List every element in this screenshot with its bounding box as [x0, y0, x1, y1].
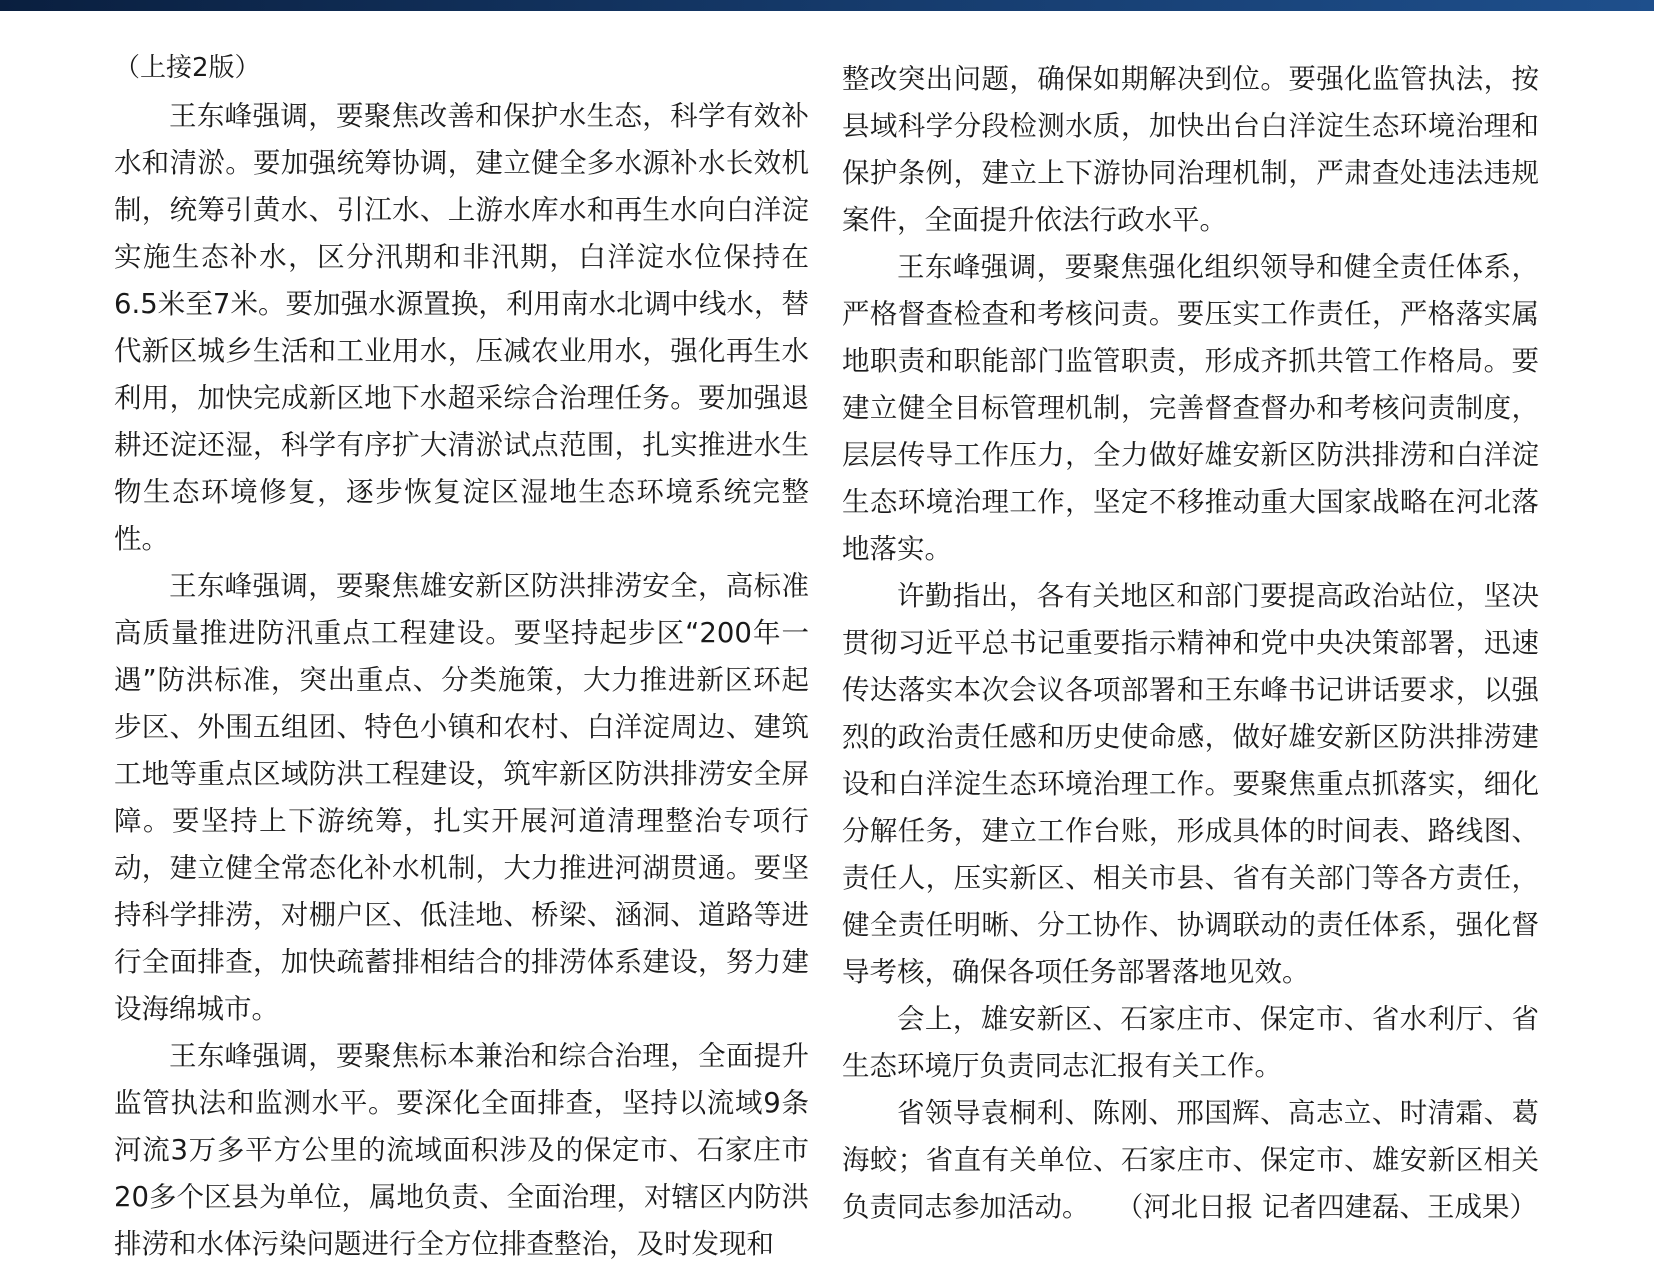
paragraph-responsibility-system: 王东峰强调，要聚焦强化组织领导和健全责任体系，严格督查检查和考核问责。要压实工作责任，严格落实属地职责和职能部门监管职责，形成齐抓共管工作格局。要建立健全目标管理机制，完善督查督办和考核问责制度，层层传导工作压力，全力做好雄安新区防洪排涝和白洋淀生态环境治理工作，坚定不移推动重大国家战略在河北落地落实。	[842, 251, 1539, 565]
left-column	[114, 46, 809, 1268]
continued-from-note: （上接2版）	[114, 53, 261, 83]
paragraph-continuation: 整改突出问题，确保如期解决到位。要强化监管执法，按县域科学分段检测水质，加快出台白洋淀生态环境治理和保护条例，建立上下游协同治理机制，严肃查处违法违规案件，全面提升依法行政水平。	[842, 63, 1539, 236]
attendees-text: 省领导袁桐利、陈刚、邢国辉、高志立、时清霜、葛海蛟；省直有关单位、石家庄市、保定市、雄安新区相关负责同志参加活动。	[842, 1097, 1539, 1223]
paragraph-water-ecology: 王东峰强调，要聚焦改善和保护水生态，科学有效补水和清淤。要加强统筹协调，建立健全多水源补水长效机制，统筹引黄水、引江水、上游水库水和再生水向白洋淀实施生态补水，区分汛期和非汛期，白洋淀水位保持在6.5米至7米。要加强水源置换，利用南水北调中线水，替代新区城乡生活和工业用水，压减农业用水，强化再生水利用，加快完成新区地下水超采综合治理任务。要加强退耕还淀还湿，科学有序扩大清淤试点范围，扎实推进水生物生态环境修复，逐步恢复淀区湿地生态环境系统完整性。	[114, 100, 809, 555]
header-color-bar	[0, 0, 1654, 11]
paragraph-xu-qin-remarks: 许勤指出，各有关地区和部门要提高政治站位，坚决贯彻习近平总书记重要指示精神和党中央决策部署，迅速传达落实本次会议各项部署和王东峰书记讲话要求，以强烈的政治责任感和历史使命感，做好雄安新区防洪排涝建设和白洋淀生态环境治理工作。要聚焦重点抓落实，细化分解任务，建立工作台账，形成具体的时间表、路线图、责任人，压实新区、相关市县、省有关部门等各方责任，健全责任明晰、分工协作、协调联动的责任体系，强化督导考核，确保各项任务部署落地见效。	[842, 580, 1539, 988]
paragraph-flood-control: 王东峰强调，要聚焦雄安新区防洪排涝安全，高标准高质量推进防汛重点工程建设。要坚持起步区“200年一遇”防洪标准，突出重点、分类施策，大力推进新区环起步区、外围五组团、特色小镇和农村、白洋淀周边、建筑工地等重点区域防洪工程建设，筑牢新区防洪排涝安全屏障。要坚持上下游统筹，扎实开展河道清理整治专项行动，建立健全常态化补水机制，大力推进河湖贯通。要坚持科学排涝，对棚户区、低洼地、桥梁、涵洞、道路等进行全面排查，加快疏蓄排相结合的排涝体系建设，努力建设海绵城市。	[114, 570, 809, 1025]
paragraph-meeting-reports: 会上，雄安新区、石家庄市、保定市、省水利厅、省生态环境厅负责同志汇报有关工作。	[842, 1003, 1539, 1082]
paragraph-attendees	[842, 1090, 1539, 1231]
paragraph-comprehensive-governance: 王东峰强调，要聚焦标本兼治和综合治理，全面提升监管执法和监测水平。要深化全面排查，坚持以流域9条河流3万多平方公里的流域面积涉及的保定市、石家庄市20多个区县为单位，属地负责、全面治理，对辖区内防洪排涝和水体污染问题进行全方位排查整治，及时发现和	[114, 1040, 809, 1260]
byline: （河北日报 记者四建磊、王成果）	[1115, 1191, 1537, 1223]
right-column	[842, 56, 1539, 1231]
